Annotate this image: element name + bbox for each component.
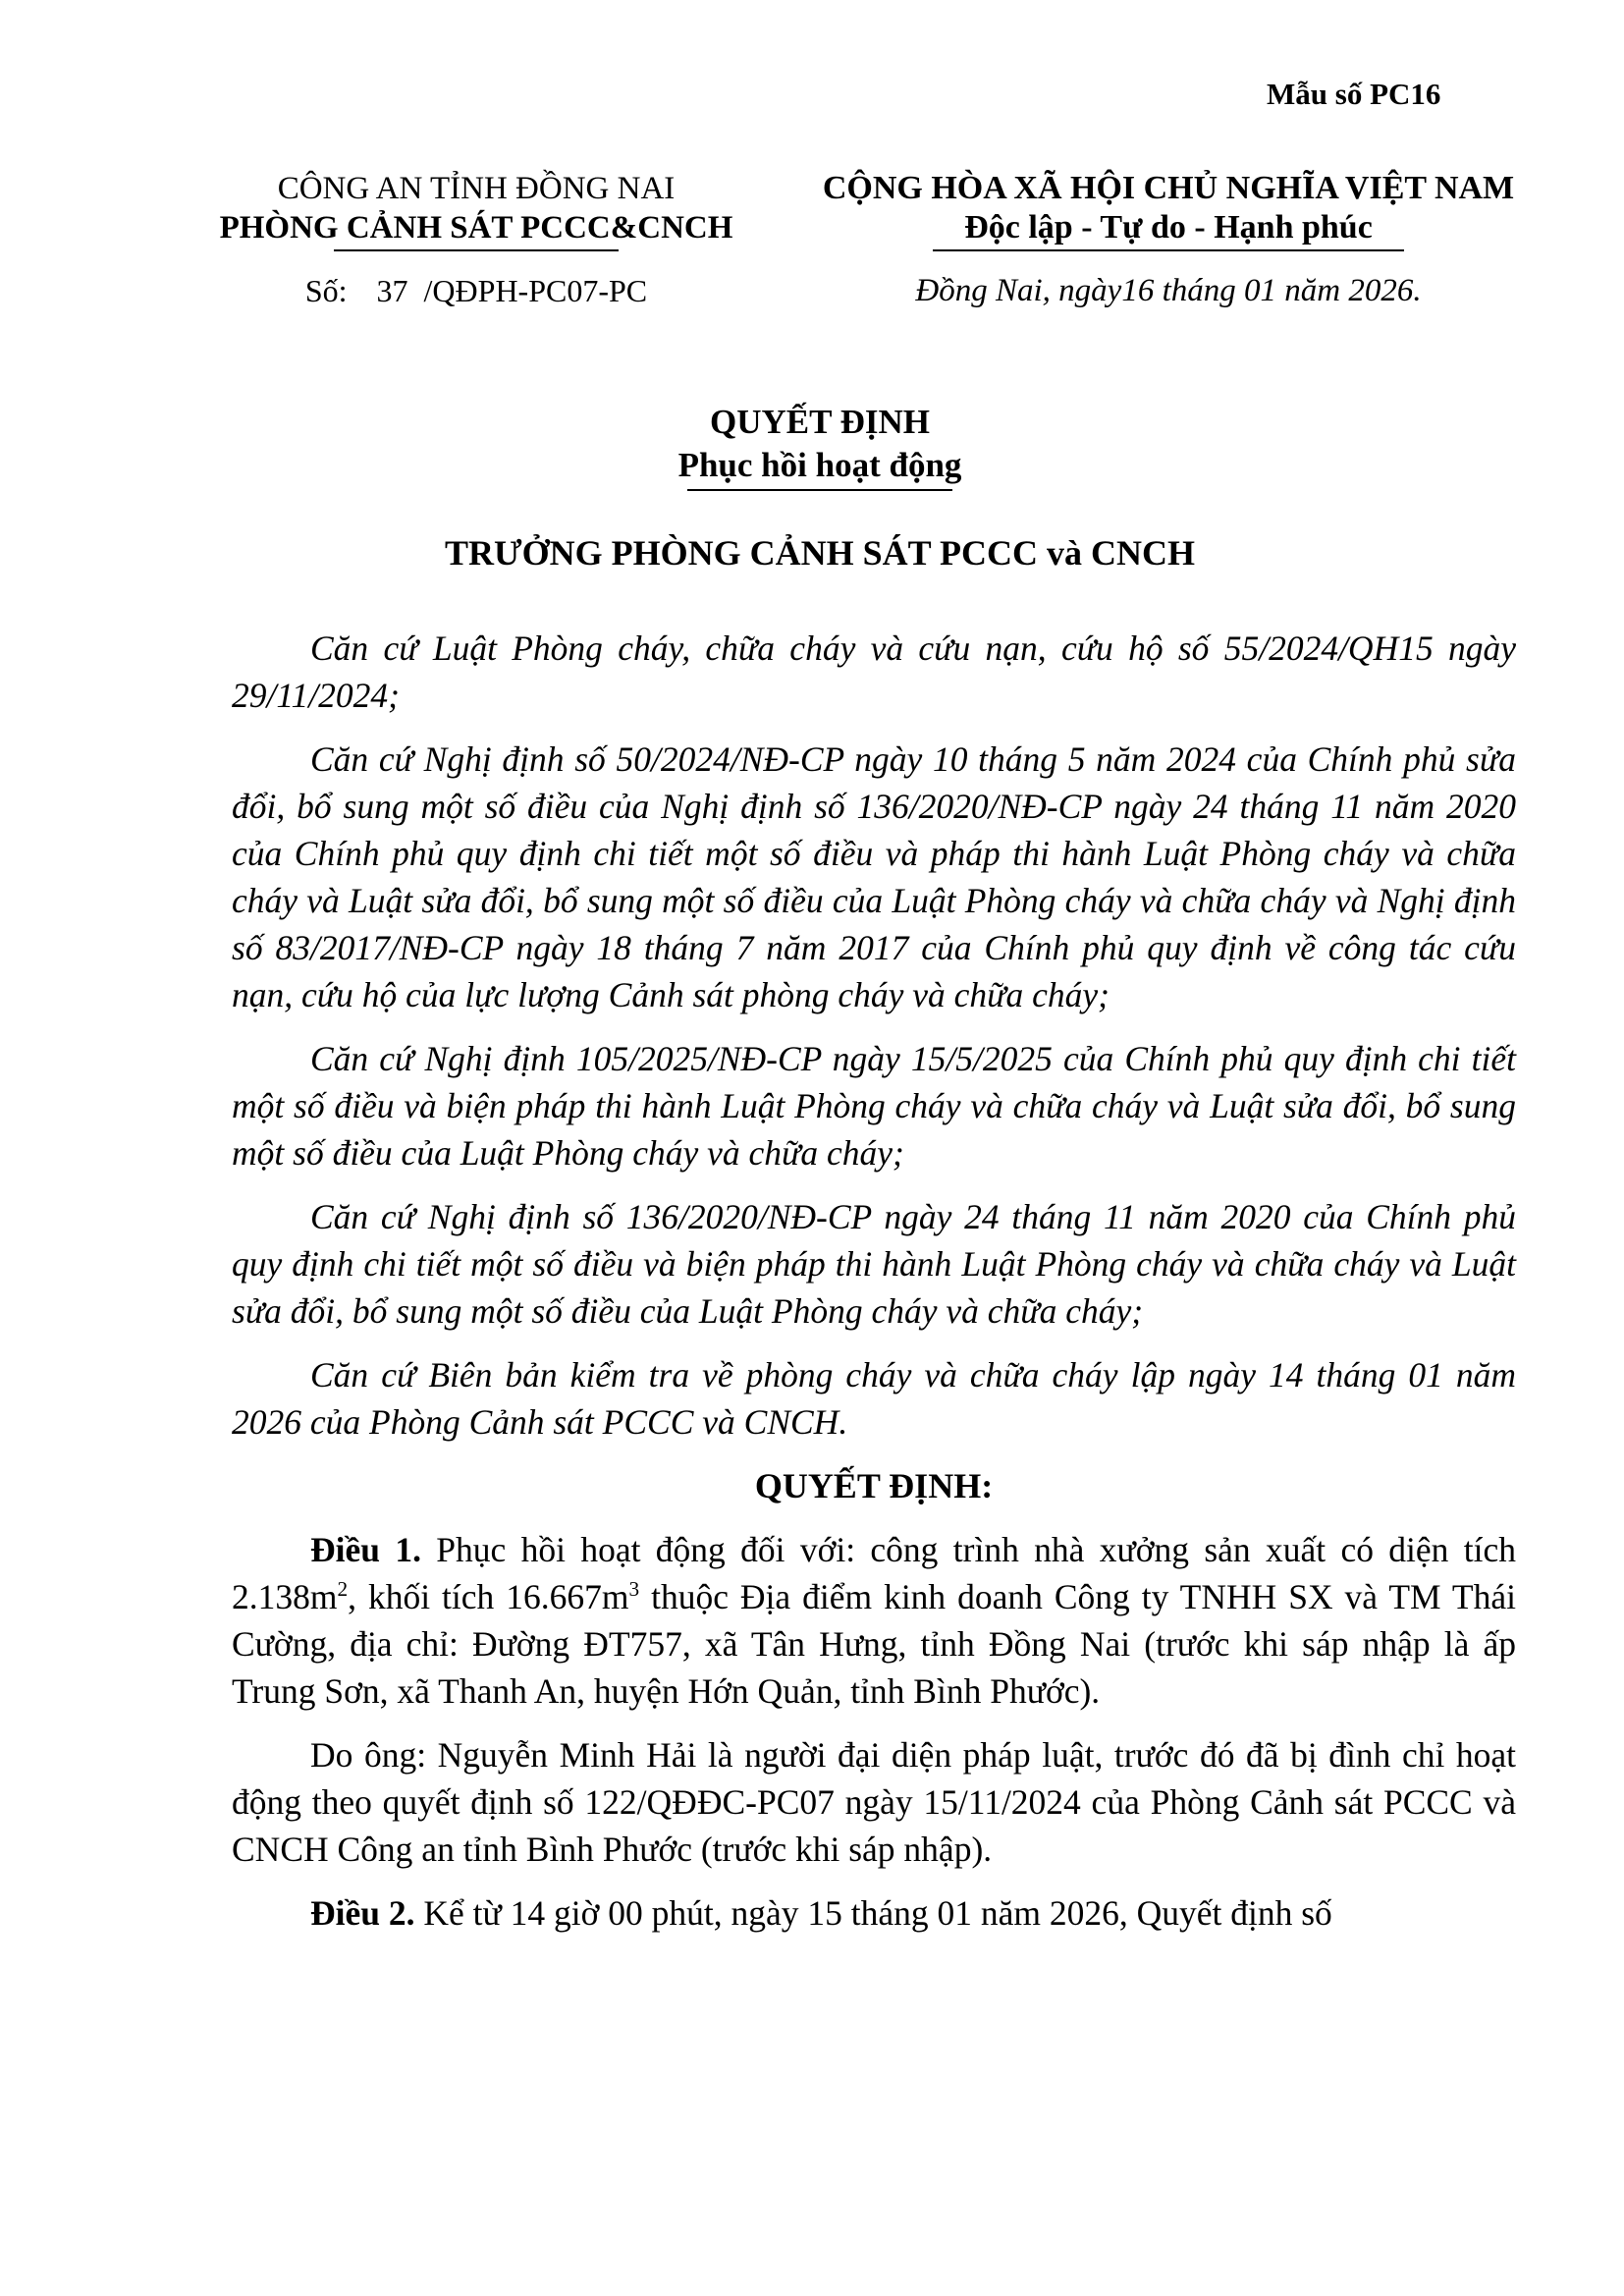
issuer-parent-agency: CÔNG AN TỈNH ĐỒNG NAI	[277, 171, 676, 206]
article-1-note: Do ông: Nguyễn Minh Hải là người đại diện pháp luật, trước đó đã bị đình chỉ hoạt động theo quyết định số 122/QĐĐC-PC07 ngày 15/11/2024 của Phòng Cảnh sát PCCC và CNCH Công an tỉnh Bình Phước (trước khi sáp nhập).	[232, 1735, 1516, 1869]
article-1-sup-b: 3	[628, 1577, 640, 1602]
legal-basis-2: Căn cứ Nghị định số 50/2024/NĐ-CP ngày 10 tháng 5 năm 2024 của Chính phủ sửa đổi, bổ sung một số điều của Nghị định số 136/2020/NĐ-CP ngày 24 tháng 11 năm 2020 của Chính phủ quy định chi tiết một số điều và pháp thi hành Luật Phòng cháy và chữa cháy và Luật sửa đổi, bổ sung một số điều của Luật Phòng cháy và chữa cháy và Nghị định số 83/2017/NĐ-CP ngày 18 tháng 7 năm 2017 của Chính phủ quy định về công tác cứu nạn, cứu hộ của lực lượng Cảnh sát phòng cháy và chữa cháy;	[232, 739, 1516, 1014]
document-number-suffix: /QĐPH-PC07-PC	[423, 273, 648, 308]
issue-date-suffix: tháng 01 năm 2026.	[1154, 273, 1422, 308]
document-subtitle-block	[147, 444, 1492, 491]
document-number-label: Số:	[304, 273, 348, 308]
form-code: Mẫu số PC16	[1267, 77, 1441, 111]
article-2	[232, 1889, 1516, 1937]
document-number	[147, 271, 805, 310]
article-1-text-c: thuộc Địa điểm kinh doanh Công ty TNHH SX và TM Thái Cường, địa chỉ: Đường ĐT757, xã Tân Hưng, tỉnh Đồng Nai (trước khi sáp nhập là ấp Trung Sơn, xã Thanh An, huyện Hớn Quản, tỉnh Bình Phước).	[232, 1577, 1516, 1711]
issuer-header	[147, 169, 805, 310]
issuer-department: PHÒNG CẢNH SÁT PCCC&CNCH	[219, 210, 733, 246]
article-1-sup-a: 2	[337, 1577, 349, 1602]
national-header	[795, 169, 1542, 310]
issue-date-day: 16	[1121, 273, 1155, 308]
motto-underline	[933, 249, 1404, 251]
legal-basis-3: Căn cứ Nghị định 105/2025/NĐ-CP ngày 15/5/2025 của Chính phủ quy định chi tiết một số điều và biện pháp thi hành Luật Phòng cháy và chữa cháy và Luật sửa đổi, bổ sung một số điều của Luật Phòng cháy và chữa cháy;	[232, 1039, 1516, 1173]
decision-heading: QUYẾT ĐỊNH:	[754, 1466, 994, 1505]
legal-basis-1: Căn cứ Luật Phòng cháy, chữa cháy và cứu nạn, cứu hộ số 55/2024/QH15 ngày 29/11/2024;	[232, 629, 1516, 715]
article-2-label: Điều 2.	[310, 1893, 415, 1933]
article-1-text-a: Phục hồi hoạt động đối với: công trình nhà xưởng sản xuất có diện tích 2.138m	[232, 1530, 1516, 1616]
issue-date-prefix: Đồng Nai, ngày	[915, 273, 1122, 308]
authority-heading: TRƯỞNG PHÒNG CẢNH SÁT PCCC và CNCH	[444, 533, 1195, 573]
issue-date	[795, 271, 1542, 310]
article-1-label: Điều 1.	[310, 1530, 421, 1569]
article-1	[232, 1526, 1516, 1715]
national-motto: Độc lập - Tự do - Hạnh phúc	[964, 209, 1373, 246]
article-1-text-b: , khối tích 16.667m	[348, 1577, 629, 1616]
legal-basis-4: Căn cứ Nghị định số 136/2020/NĐ-CP ngày 24 tháng 11 năm 2020 của Chính phủ quy định chi tiết một số điều và biện pháp thi hành Luật Phòng cháy và chữa cháy và Luật sửa đổi, bổ sung một số điều của Luật Phòng cháy và chữa cháy;	[232, 1197, 1516, 1331]
article-2-text: Kể từ 14 giờ 00 phút, ngày 15 tháng 01 năm 2026, Quyết định số	[414, 1893, 1332, 1933]
subtitle-underline	[687, 489, 952, 491]
legal-basis-5: Căn cứ Biên bản kiểm tra về phòng cháy và chữa cháy lập ngày 14 tháng 01 năm 2026 của Phòng Cảnh sát PCCC và CNCH.	[232, 1355, 1516, 1442]
issuer-underline	[334, 249, 619, 251]
document-body	[232, 625, 1516, 1953]
document-title: QUYẾT ĐỊNH	[710, 403, 930, 441]
document-number-value: 37	[376, 273, 408, 308]
document-subtitle: Phục hồi hoạt động	[677, 446, 962, 484]
national-title: CỘNG HÒA XÃ HỘI CHỦ NGHĨA VIỆT NAM	[822, 170, 1515, 206]
